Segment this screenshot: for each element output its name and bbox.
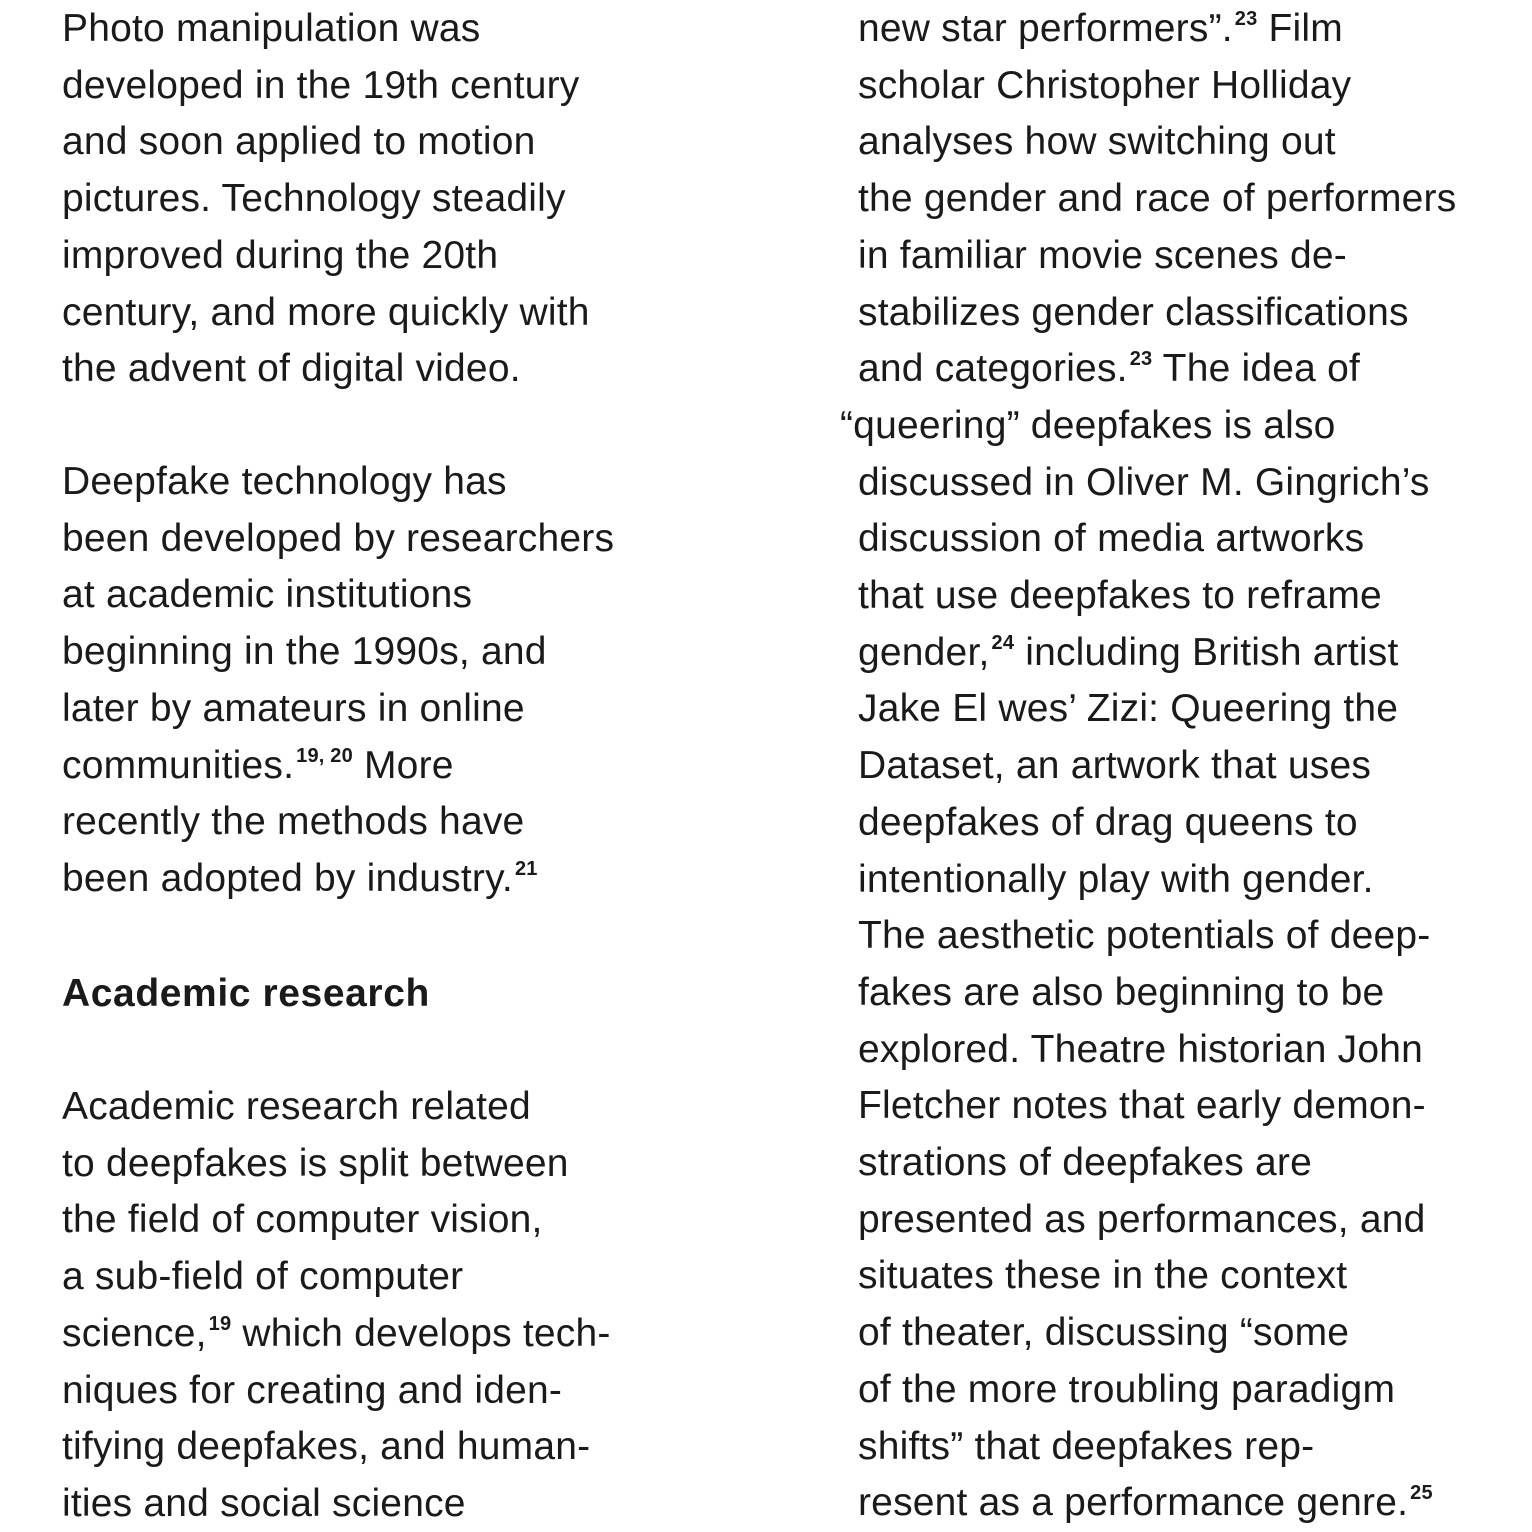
text-line [858,851,1374,908]
line-text: been adopted by industry. [62,856,513,900]
line-text: the gender and race of performers [858,177,1457,221]
footnote-reference[interactable]: 21 [514,857,538,880]
line-text: shifts” that deepfakes rep- [858,1424,1315,1468]
line-text: The aesthetic potentials of deep- [858,914,1431,958]
line-text: discussion of media artworks [858,517,1365,561]
line-text: Deepfake technology has [62,460,507,503]
footnote-reference[interactable]: 19, 20 [296,744,353,767]
line-text: new star performers”. [858,7,1233,50]
text-line [858,1304,1349,1361]
line-text-continued: More [352,743,454,787]
line-text: that use deepfakes to reframe [858,574,1382,617]
line-text: and categories. [858,347,1128,391]
line-text: “queering” deepfakes is also [840,403,1336,447]
text-line [62,284,590,341]
text-line [62,57,580,114]
line-text: gender, [858,630,990,674]
text-line [62,1078,531,1135]
line-text: later by amateurs in online [62,686,525,730]
text-line [858,1361,1395,1418]
text-line [840,397,1336,454]
footnote-reference[interactable]: 24 [991,631,1015,654]
text-line [62,1475,466,1532]
footnote-reference[interactable]: 25 [1410,1482,1433,1505]
text-line [858,1191,1426,1248]
line-text: communities. [62,743,295,787]
line-text: stabilizes gender classifications [858,290,1409,334]
text-line [62,737,454,794]
text-line [858,510,1364,567]
text-line [858,1134,1312,1191]
text-line [858,1077,1426,1134]
text-line [858,0,1343,57]
section-heading-academic-research: Academic research [62,972,430,1015]
text-line [858,1247,1347,1304]
text-line [62,170,566,227]
text-line [62,0,481,57]
line-text: intentionally play with gender. [858,857,1374,901]
footnote-reference[interactable]: 19 [208,1312,232,1335]
text-line [858,170,1456,227]
line-text: Academic research related [62,1085,531,1128]
text-line [858,113,1336,170]
line-text: Jake El wes’ Zizi: Queering the [858,687,1399,731]
text-line [62,566,472,623]
line-text: scholar Christopher Holliday [858,63,1352,107]
line-text: Dataset, an artwork that uses [858,744,1372,788]
line-text: a sub-field of computer [62,1255,464,1299]
text-line [62,1418,590,1475]
text-line [858,964,1384,1021]
line-text: pictures. Technology steadily [62,177,566,221]
text-line [62,227,498,284]
footnote-reference[interactable]: 23 [1129,348,1153,371]
line-text: the advent of digital video. [62,347,521,391]
text-line [858,737,1371,794]
text-line [858,567,1382,624]
footnote-reference[interactable]: 23 [1234,8,1258,30]
line-text: tifying deepfakes, and human- [62,1425,591,1469]
text-line [62,1248,463,1305]
line-text: of theater, discussing “some [858,1311,1350,1355]
text-line [62,453,507,510]
line-text: the field of computer vision, [62,1198,543,1242]
text-line [858,454,1430,511]
line-text: been developed by researchers [62,516,615,560]
line-text: ities and social science [62,1481,466,1525]
line-text: deepfakes of drag queens to [858,800,1358,844]
text-line [62,680,525,737]
text-line [858,227,1347,284]
line-text-continued: including British artist [1014,630,1399,674]
line-text: presented as performances, and [858,1197,1426,1241]
line-text: discussed in Oliver M. Gingrich’s [858,460,1430,504]
line-text: resent as a performance genre. [858,1481,1409,1525]
line-text-continued: Film [1257,7,1343,50]
text-line [858,907,1430,964]
text-line [62,1135,569,1192]
line-text: Fletcher notes that early demon- [858,1084,1426,1128]
text-line [62,510,614,567]
line-text: science, [62,1311,207,1355]
line-text: developed in the 19th century [62,63,580,107]
line-text: to deepfakes is split between [62,1141,569,1185]
line-text: of the more troubling paradigm [858,1367,1396,1411]
line-text: and soon applied to motion [62,120,536,164]
line-text: niques for creating and iden- [62,1368,563,1412]
text-line [62,1305,611,1362]
line-text-continued: which develops tech- [231,1311,611,1355]
line-text: explored. Theatre historian John [858,1027,1424,1071]
line-text: at academic institutions [62,573,473,617]
line-text: situates these in the context [858,1254,1348,1298]
line-text: beginning in the 1990s, and [62,630,547,674]
line-text: analyses how switching out [858,120,1336,164]
text-line [858,680,1398,737]
text-line [62,340,521,397]
text-line [62,1362,562,1419]
text-line [62,1191,543,1248]
text-line [62,850,538,907]
line-text: century, and more quickly with [62,290,590,334]
line-text: Photo manipulation was [62,7,481,50]
text-line [858,1474,1433,1531]
line-text: strations of deepfakes are [858,1141,1312,1184]
text-line [858,1418,1314,1475]
text-line [858,340,1360,397]
text-line [62,623,547,680]
line-text: improved during the 20th [62,233,499,277]
text-line [62,113,536,170]
text-line [858,624,1399,681]
text-line [858,284,1409,341]
text-line [858,1021,1423,1078]
text-line [62,793,524,850]
line-text: recently the methods have [62,800,525,844]
text-line [858,57,1351,114]
line-text: fakes are also beginning to be [858,970,1385,1014]
line-text: in familiar movie scenes de- [858,233,1347,277]
line-text-continued: The idea of [1152,347,1361,391]
text-line [858,794,1358,851]
